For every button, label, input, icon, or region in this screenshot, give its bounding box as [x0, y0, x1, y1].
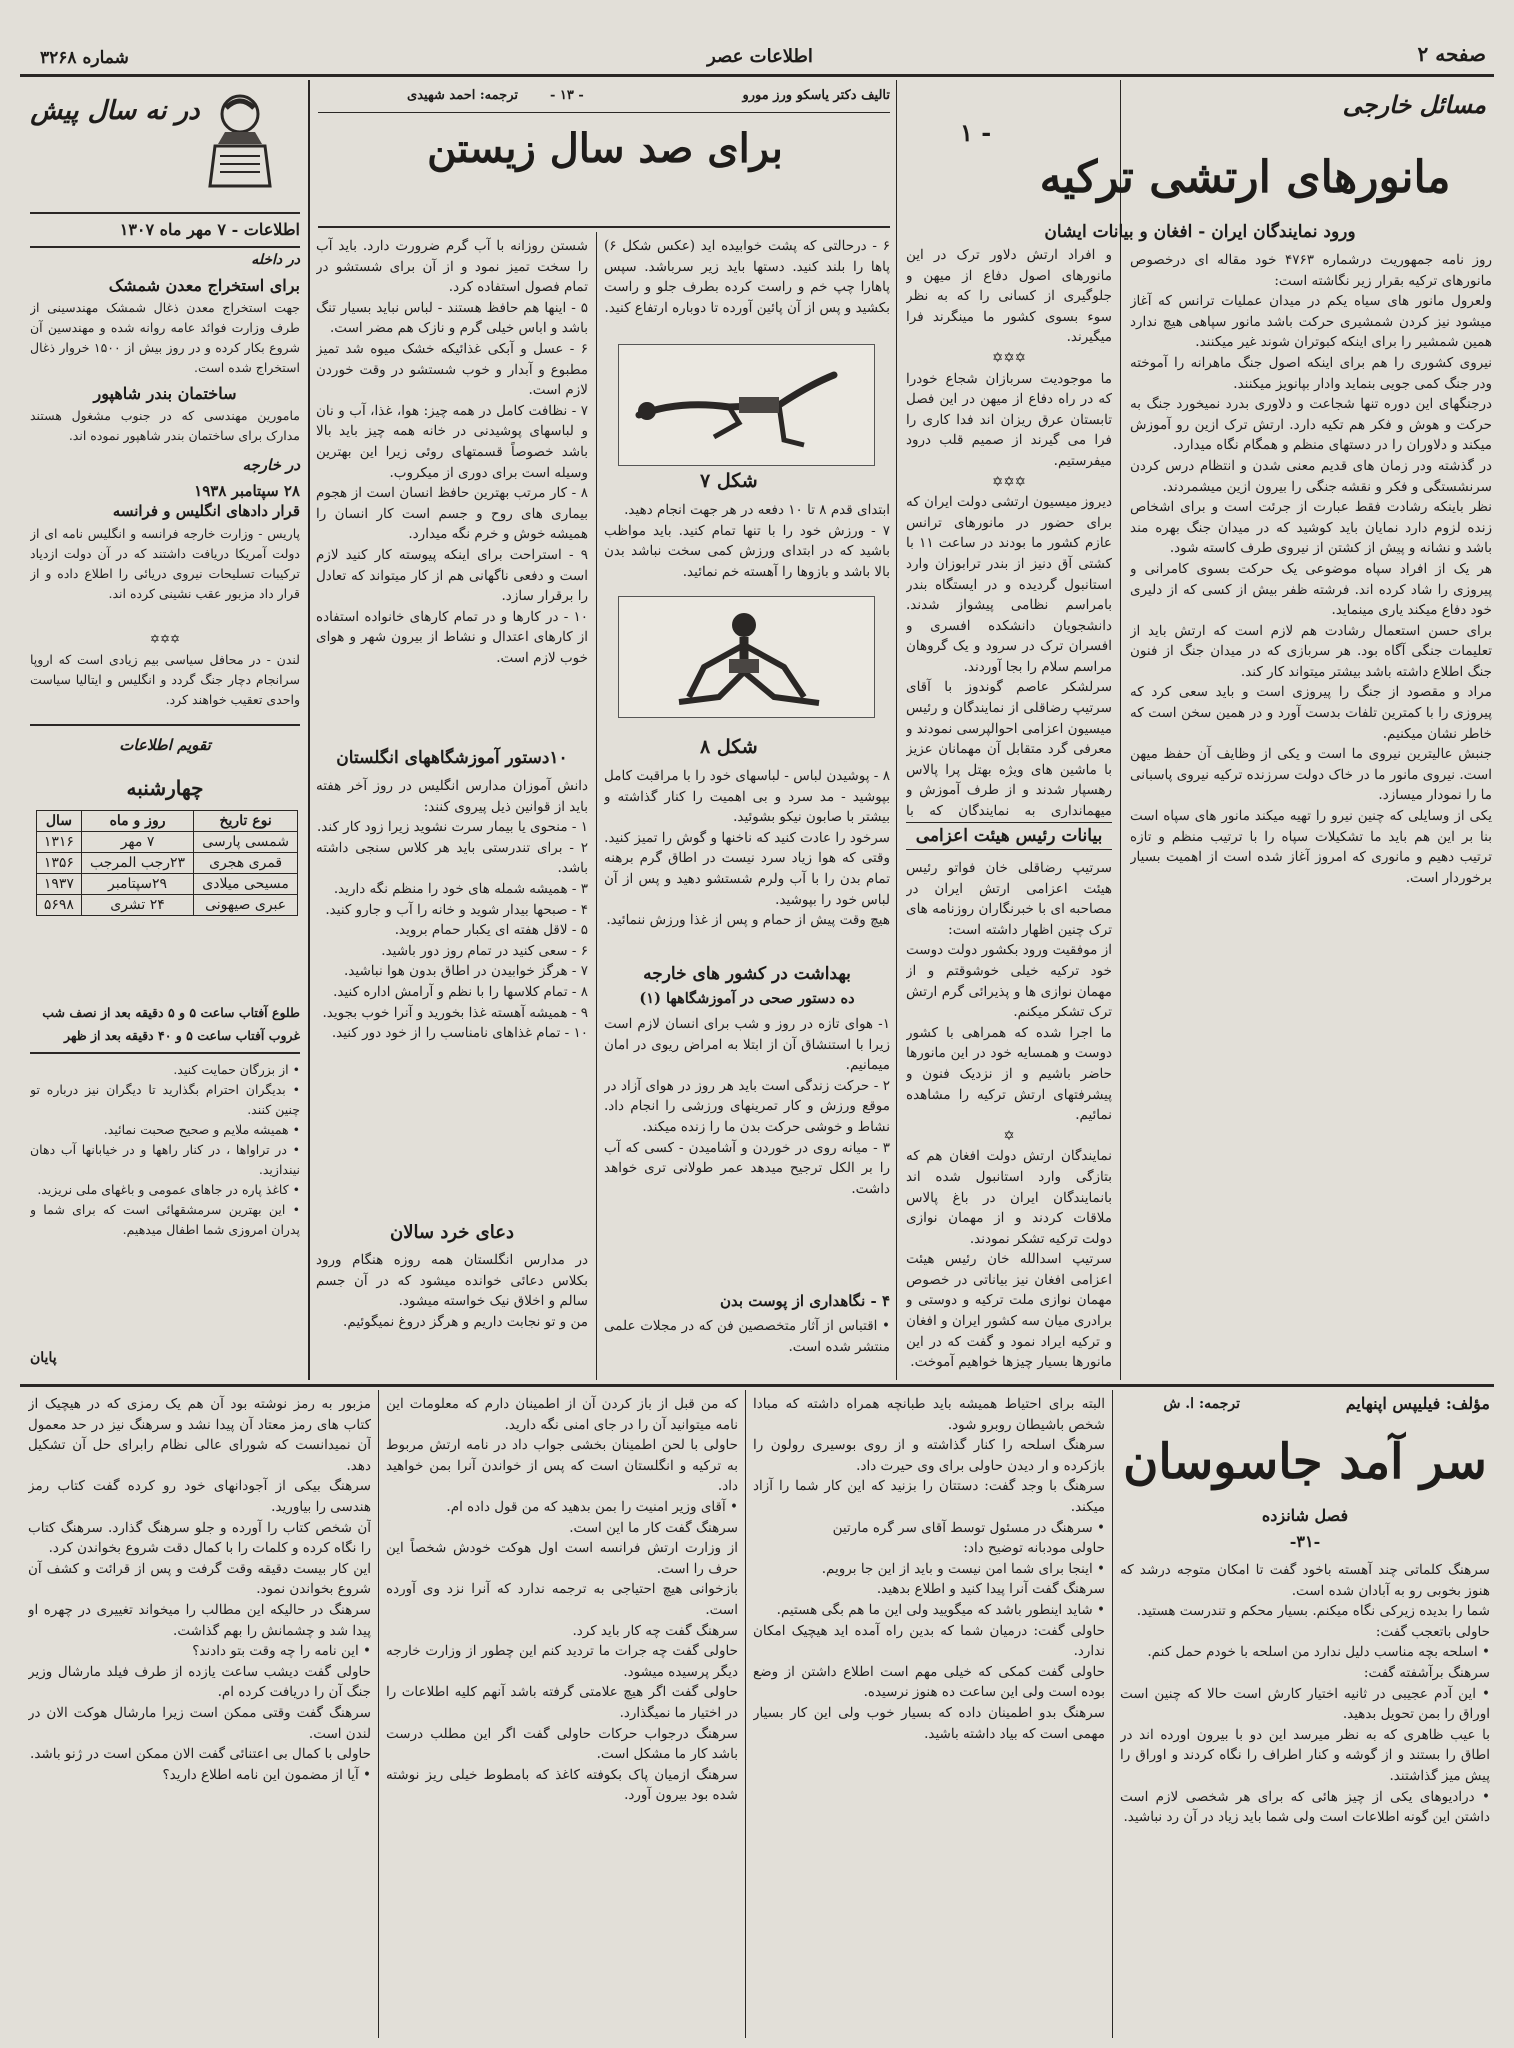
paper-name: اطلاعات عصر [707, 46, 813, 67]
news2-body: مامورین مهندسی که در جنوب مشغول هستند مدارک برای ساختمان بندر شاهپور نموده اند. [30, 408, 300, 443]
serial-col1: سرهنگ کلماتی چند آهسته باخود گفت تا امکان متوجه درشد که هنوز بخوبی رو به آبادان شده است. شما را بدیده زیرکی نگاه میکنم. بسیار محکم و تندرست هستید. حاولی باتعجب گفت: • اسلحه بچه مناسب دلیل ندارد من اسلحه با خودم حمل کنم. سرهنگ برآشفته گفت: • این آدم عجیبی در ثانیه اختیار کارش است حالا که چنین است اوراق را بمن تحویل بدهید. با عیب ظاهری که به نظر میرسد این دو با بیرون اورده اند در اطاق را بستند و از گوشه و کنار اطراف را نگاه کردند و اوراق را پیش میز گذاشتند. • درادیوهای یکی از چیز هائی که برای هر شخصی لازم است داشتن این گونه اطلاعات است ولی شما باید زیاد در آن رد نباشید. [1120, 1562, 1490, 1826]
foreign-body-col2-bottom: سرتیپ رضاقلی خان فواتو رئیس هیئت اعزامی ارتش ایران در مصاحبه ای با خبرنگاران روزنامه های ترک چنین اظهار داشته است: از موفقیت ورود بکشور دولت دوست خود ترکیه خیلی خوشوقتم و از مهمان نوازی ها و پذیرائی گرم ارتش ترک تشکر میکنم. ما اجرا شده که همراهی با کشور دوست و همسایه خود در این مانورها حاضر باشیم و از نزدیک فنون و پیشرفتهای ارتش ترکیه را مشاهده نمائیم. ✡ نمایندگان ارتش دولت افغان هم که بتازگی وارد استانبول شده اند بانمایندگان ایران در باغ پالاس ملاقات کردند و از مهمان نوازی دولت ترکیه تشکر نمودند. سرتیپ اسدالله خان رئیس هیئت اعزامی افغان نیز بیاناتی در خصوص مهمان نوازی ملت ترکیه و دوستی و برادری میان سه کشور ایران و افغان و ترکیه ایراد نمود و گفت که در این مانورها بسیار چیزها خواهیم آموخت. [906, 860, 1112, 1371]
exercise-figure-7 [618, 344, 875, 466]
end-word: پایان [30, 1350, 57, 1366]
news4-body: لندن - در محافل سیاسی بیم زیادی است که اروپا سرانجام دچار جنگ گردد و انگلیس و ایتالیا سیاست واحدی تعقیب خواهند کرد. [30, 652, 300, 707]
serial-divider [378, 1390, 379, 2038]
hygiene-subheading: ده دستور صحی در آموزشگاهها (۱) [639, 990, 855, 1007]
headline-turkey-maneuvers: مانورهای ارتشی ترکیه [1039, 152, 1451, 203]
byline-rule [318, 112, 890, 113]
col-divider [896, 80, 897, 1380]
exercise-figure-8-drawing [619, 597, 874, 717]
calendar-cell: قمری هجری [194, 853, 298, 874]
sunset-time: غروب آفتاب ساعت ۵ و ۴۰ دقیقه بعد از ظهر [64, 1028, 300, 1043]
calendar-cell: ۷ مهر [81, 832, 193, 853]
sidebar-rule [30, 212, 300, 214]
news2-title: ساختمان بندر شاهپور [93, 384, 237, 403]
serial-col2: البته برای احتیاط همیشه باید طبانچه همراه داشته که مبادا شخص باشیطان روبرو شود. سرهنگ اسلحه را کنار گذاشته و از روی بوسیری رولون را بازکرده و ار دیدن حاولی برای وی حیرت داد. سرهنگ با وجد گفت: دستتان را بزنید که این کار شما را آزاد میکند. • سرهنگ در مسئول توسط آقای سر گره مارتین حاولی مودبانه توضیح داد: • اینجا برای شما امن نیست و باید از این جا برویم. سرهنگ گفت آنرا پیدا کنید و اطلاع بدهید. • شاید اینطور باشد که میگویید ولی این ما هم بگی هستیم. حاولی گفت: درمیان شما که بدین راه آمده اید هیچیک امکان ندارد. حاولی گفت کمکی که خیلی مهم است اطلاع داشتن از وضع بوده است ولی این ساعت ده هنوز نرسیده. سرهنگ بدو اطمینان داده که بسیار خوب ولی این کار بسیار مهمی است که بیاد داشته باشید. [753, 1396, 1105, 1742]
news3-title: قرار دادهای انگلیس و فرانسه [112, 502, 300, 520]
statement-heading: بیانات رئیس هیئت اعزامی [906, 822, 1112, 850]
hygiene-heading: بهداشت در کشور های خارجه [643, 964, 851, 984]
page-number: صفحه ۲ [1417, 42, 1486, 66]
foreign-body-col1: روز نامه جمهوریت درشماره ۴۷۶۳ خود مقاله ای درخصوص مانورهای ترکیه بقرار زیر نگاشته است: ولعرول مانور های سیاه یکم در میدان عملیات ترانس که آغاز میشود نیز کردن شمشیری حرکت باشد مانور سپاهی هیچ ندارد همین شمشیر را برای اینکه کبوتران شوند غیر میکنند. نیروی کشوری را هم برای اینکه اصول جنگ ماهرانه را آموخته ودر جنگ کمی جویی بنماید وادار بپانویز میکنند. درجنگهای این دوره تنها شجاعت و دلاوری بدرد نمیخورد جنگ به حرکت و هوش و فکر هم تکیه دارد. ارتش ترک ازین رو آموزش میکند و دلاوران را در دستهای منظم و همگام نگاه میدارد. در گذشته ودر زمان های قدیم معنی شدن و انتظام درس کردن سرنشستگی و فکر و نقشه جنگی را بیرون ازین میشمردند. نظر باینکه رشادت فقط عبارت از جرئت است و برای اشخاص زنده لزوم دارد نمایان باید کوشید که در میدان جنگ بهره مند باشد و نشانه و پیش از کشتن از نیروی طرف کاسته شود. هر یک از افراد سپاه موضوعی یک حرکت بسوی کامرانی و پیروزی را شاد کرده اند. فرشته ظفر بیش از کسی که از دلیری خود دفاع میکند یاری مینماید. برای حسن استعمال رشادت هم لازم است که ارتش باید از تعلیمات جنگی آگاه بود. هر سربازی که در میدان جنگ از فنون جنگ اطلاع داشته باشد بیشتر میتواند کار کند. مراد و مقصود از جنگ را پیروزی است و باید سعی کرد که پیروزی را با کمترین تلفات بدست آورد و در همین سخن است که خاطر نشان میکنیم. جنبش عالیترین نیروی ما است و یکی از وظایف آن حفظ میهن است. نیروی مانور ما در خاک دولت سرزنده ترکیه نیروی پاسبانی ما را نمودار میسازد. یکی از وسایلی که چنین نیرو را تهیه میکند مانور های سپاه است بنا بر این هم باید ما تشکیلات سپاه را با ترتیب منظم و تازه ترتیب دهیم و مانوری که امروز آغاز شده است از اهمیت بسیار برخوردار است. [1130, 252, 1492, 886]
col-divider [308, 80, 310, 1380]
skin-care-text: • اقتباس از آثار متخصصین فن که در مجلات علمی منتشر شده است. [604, 1318, 890, 1355]
serial-col3: که من قبل از باز کردن آن از اطمینان دارم که معلومات این نامه میتوانید آن را در جای امنی نگه دارید. حاولی با لحن اطمینان بخشی جواب داد در نامه ارتش مربوط به ترکیه و انگلستان است که پس از خواندن آنرا بمن خواهید داد. • آقای وزیر امنیت را بمن بدهید که من قول داده ام. سرهنگ گفت کار ما این است. از وزارت ارتش فرانسه است اول هوکت خودش شخصاً این حرف را است. بازخوانی هیچ احتیاجی به ترجمه ندارد که آنرا نزد وی آورده است. سرهنگ گفت چه کار باید کرد. حاولی گفت چه جرات ما تردید کنم این چطور از وزارت خارجه دیگر پرسیده میشود. حاولی گفت اگر هیچ علامتی گرفته باشد آنهم کلیه اطلاعات را در اختیار ما نمیگذارد. سرهنگ درجواب حرکات حاولی گفت اگر این مطلب درست باشد کار ما مشکل است. سرهنگ ازمیان پاک بکوفته کاغذ که بامطوط خیلی ریز نوشته شده بود بیرون آورد. [386, 1396, 738, 1804]
serial-translator: ترجمه: ا. ش [1163, 1396, 1240, 1412]
serial-headline: سر آمد جاسوسان [1123, 1434, 1487, 1490]
calendar-row [37, 874, 298, 895]
calendar-heading: تقویم اطلاعات [119, 736, 211, 754]
separator-stars: ✡✡✡ [149, 632, 181, 646]
calendar-cell: ۵۶۹۸ [37, 895, 82, 916]
skin-care-heading: ۴ - نگاهداری از پوست بدن [719, 1292, 890, 1310]
serial-top-rule [20, 1384, 1494, 1387]
col-divider [596, 232, 597, 1380]
calendar-header-row [37, 811, 298, 832]
news1-body: جهت استخراج معدن ذغال شمشک مهندسینی از طرف وزارت فوائد عامه روانه شده و مهندسین آن شروع بکار کرده و در روز بیش از ۱۵۰۰ خروار ذغال استخراج شده است. [30, 300, 300, 375]
serial-part: -۳۱- [1289, 1532, 1321, 1551]
figure-8-label: شکل ۸ [700, 736, 758, 758]
calendar-cell: شمسی پارسی [194, 832, 298, 853]
calendar-cell: ۲۴ تشری [81, 895, 193, 916]
sidebar-rule [30, 1052, 300, 1054]
calendar-row [37, 895, 298, 916]
exercise-figure-7-drawing [619, 345, 874, 465]
issue-number: شماره ۳۲۶۸ [40, 48, 129, 68]
calendar-row [37, 853, 298, 874]
external-news-heading: در خارجه [242, 456, 300, 474]
sidebar-rule [30, 724, 300, 726]
headline-rule [318, 226, 890, 228]
news3-body: پاریس - وزارت خارجه فرانسه و انگلیس نامه ای از دولت آمریکا دریافت داشتند که در آن دولت ازدیاد ترکیبات تسلیحات نیروی دریائی را اطلاع داده و از قرار داد مزبور عقب نشینی کرده اند. [30, 526, 300, 601]
sidebar-date: اطلاعات - ۷ مهر ماه ۱۳۰۷ [119, 220, 300, 239]
exercise-text-bottom: ۸ - پوشیدن لباس - لباسهای خود را با مراقبت کامل بپوشید - مد سرد و بی اهمیت را کنار گذاشته و بیشتر با صابون نیکو بشوئید. سرخود را عادت کنید که ناخنها و گوش را تمیز کنید. وقتی که هوا زیاد سرد نیست در اطاق گرم برهنه تمام بدن را با آب ولرم شستشو دهید و پس از آن لباس خود را بپوشید. هیچ وقت پیش از حمام و پس از غذا ورزش ننمائید. [604, 768, 890, 929]
calendar-cell: ۱۳۱۶ [37, 832, 82, 853]
prayer-heading: دعای خرد سالان [390, 1222, 514, 1243]
calendar-header: نوع تاریخ [194, 811, 298, 832]
byline-translator: ترجمه: احمد شهیدی [407, 88, 518, 103]
prayer-text: در مدارس انگلستان همه روزه هنگام ورود بکلاس دعائی خوانده میشود که در آن جسم سالم و اخلاق نیک خواسته میشود. من و تو نجابت داریم و هرگز دروغ نمیگوئیم. [316, 1252, 588, 1330]
figure-7-label: شکل ۷ [700, 470, 758, 492]
calendar-cell: ۱۳۵۶ [37, 853, 82, 874]
installment-number: - ۱۳ - [550, 88, 584, 103]
nine-years-ago-heading: در نه سال پیش [30, 96, 200, 126]
col-divider [1120, 80, 1121, 1380]
foreign-body-col2-top: و افراد ارتش دلاور ترک در این مانورهای اصول دفاع از میهن و جلوگیری از کسانی را که به نظر سوء بسوی کشور ما مینگرند فرا میگیرند. ✡✡✡ ما موجودیت سربازان شجاع خودرا که در راه دفاع از میهن در این فصل تابستان عرق ریزان اند فدا کاری را فرا می گیرند از صمیم قلب درود میفرستیم. ✡✡✡ دیروز میسیون ارتشی دولت ایران که برای حضور در مانورهای ترانس عازم کشور ما بودند در ساعت ۱۱ با کشتی آق دنیز از بندر ترابوزان وارد استانبول گردیده و در ایستگاه بندر بامراسم نظامی پیشواز شدند. دانشجویان دانشکده افسری و افسران ترک در سرود و یک گروهان مراسم سلام را بجا آوردند. سرلشکر عاصم گوندوز با آقای سرتیپ رضاقلی از نمایندگان و رئیس میسیون اعزامی احوالپرسی نمودند و معرفی گرد متقابل آن مهمانان عزیز با ماشین های ویژه بهتل پرا پالاس رهسپار شدند و از طرف آموزش و میهمانداری به نمایندگان که با [906, 247, 1112, 820]
longevity-col2: شستن روزانه با آب گرم ضرورت دارد. باید آب را سخت تمیز نمود و از آن برای شستشو در تمام فصول استفاده کرد. ۵ - اینها هم حافظ هستند - لباس نباید بسیار تنگ باشد و اباس خیلی گرم و نازک هم مضر است. ۶ - عسل و آبکی غذائیکه خشک میوه شد تمیز مطبوع و آبدار و خوب شستشو در وقت خوردن لازم است. ۷ - نظافت کامل در همه چیز: هوا، غذا، آب و نان و لباسهای پوشیدنی در خانه همه چیز باید بالا باشد خصوصاً قسمتهای روئی زیرا این بهترین وسیله است برای دوری از میکروب. ۸ - کار مرتب بهترین حافظ انسان است از هجوم بیماری های روح و جسم است کار انسان را همیشه خوش و خرم نگه میدارد. ۹ - استراحت برای اینکه پیوسته کار کنید لازم است و دفعی ناگهانی هم از کار میتواند که تعادل را برقرار سازد. ۱۰ - در کارها و در تمام کارهای خانواده استفاده از کارهای اعتدال و نشاط از بیرون شهر و هوای خوب لازم است. [316, 238, 588, 666]
news1-title: برای استخراج معدن شمشک [108, 276, 300, 295]
sidebar-rule [30, 246, 300, 248]
serial-divider [1112, 1390, 1113, 2038]
internal-news-heading: در داخله [251, 252, 300, 268]
calendar-cell: ۱۹۳۷ [37, 874, 82, 895]
hygiene-items: ۱- هوای تازه در روز و شب برای انسان لازم است زیرا با استنشاق آن از ابتلا به امراض ریوی در امان میمانیم. ۲ - حرکت زندگی است باید هر روز در هوای آزاد در موقع ورزش و کار تمرینهای ورزشی را انجام داد. نشاط و خوشی حرکت بدن ما را زنده میکند. ۳ - میانه روی در خوردن و آشامیدن - کسی که آب را بر الکل ترجیح میدهد عمر طولانی تری خواهد داشت. [604, 1016, 890, 1197]
byline-author: تالیف دکتر یاسکو ورز مورو [742, 88, 890, 103]
calendar-header: سال [37, 811, 82, 832]
headline-hundred-years: برای صد سال زیستن [427, 125, 783, 172]
calendar-table [36, 810, 298, 916]
calendar-cell: مسیحی میلادی [194, 874, 298, 895]
masthead-rule [20, 74, 1494, 77]
sayings-list: • از بزرگان حمایت کنید. • بدیگران احترام بگذارید تا دیگران نیز درباره تو چنین کنند. • همیشه ملایم و صحیح صحبت نمائید. • در تراواها ، در کنار راهها و در خیابانها آب دهان نیندازید. • کاغذ پاره در جاهای عمومی و باغهای ملی نریزید. • این بهترین سرمشقهائی است که برای شما و پدران امروزی شما اطفال میدهیم. [30, 1062, 300, 1237]
serial-author: مؤلف: فیلیپس اپنهایم [1345, 1394, 1490, 1413]
calendar-cell: ۲۹سپتامبر [81, 874, 193, 895]
calendar-row [37, 832, 298, 853]
article-number: ۱ - [960, 118, 992, 147]
exercise-figure-8 [618, 596, 875, 718]
serial-col4: مزبور به رمز نوشته بود آن هم یک رمزی که در هیچیک از کتاب های رمز معتاد آن پیدا نشد و سرهنگ نیز در حد معمول آن نمیدانست که شورای عالی نظام رابرای حل آن تشکیل دهد. سرهنگ بیکی از آجودانهای خود رو کرده گفت کتاب رمز هندسی را بیاورید. آن شخص کتاب را آورده و جلو سرهنگ گذارد. سرهنگ کتاب را نگاه کرده و کلمات را با کمال دقت شروع بخواندن کرد. این کار بیست دقیقه وقت گرفت و پس از قرائت و کشف آن شروع بخواندن نمود. سرهنگ در حالیکه این مطالب را میخواند تغییری در چهره او پیدا شد و چشمانش را بهم گذاشت. • این نامه را چه وقت بتو دادند؟ حاولی گفت دیشب ساعت یازده از طرف فیلد مارشال وزیر جنگ آن را دریافت کرده ام. سرهنگ گفت وقتی ممکن است زیرا مارشال هوکت الان در لندن است. حاولی با کمال بی اعتنائی گفت الان ممکن است در ژنو باشد. • آیا از مضمون این نامه اطلاع دارید؟ [28, 1396, 371, 1783]
section-title: مسائل خارجی [1342, 90, 1486, 119]
serial-chapter: فصل شانزده [1261, 1506, 1349, 1525]
news3-date: ۲۸ سپتامبر ۱۹۳۸ [194, 482, 300, 500]
sunrise-time: طلوع آفتاب ساعت ۵ و ۵ دقیقه بعد از نصف شب [42, 1005, 300, 1020]
calendar-cell: عبری صیهونی [194, 895, 298, 916]
subheadline-delegates: ورود نمایندگان ایران - افغان و بیانات ایشان [1044, 222, 1356, 242]
calendar-header: روز و ماه [81, 811, 193, 832]
schools-heading: ۱۰دستور آموزشگاههای انگلستان [336, 748, 568, 768]
schools-items: دانش آموزان مدارس انگلیس در روز آخر هفته باید از قوانین ذیل پیروی کنند: ۱ - منحوی یا بیمار سرت نشوید زیرا زود کار کند. ۲ - برای تندرستی باید هر کلاس سنجی داشته باشد. ۳ - همیشه شمله های خود را منظم نگه دارید. ۴ - صبحها بیدار شوید و خانه را آب و جارو کنید. ۵ - لاقل هفته ای یکبار حمام بروید. ۶ - سعی کنید در تمام روز دور باشید. ۷ - هرگز خوابیدن در اطاق بدون هوا نباشید. ۸ - تمام کلاسها را با نظم و آرامش اداره کنید. ۹ - همیشه آهسته غذا بخورید و آنرا خوب بجوید. ۱۰ - تمام غذاهای نامناسب را از خود دور کنید. [316, 778, 588, 1042]
serial-divider [745, 1390, 746, 2038]
calendar-weekday: چهارشنبه [126, 776, 204, 800]
calendar-cell: ۲۳رجب المرجب [81, 853, 193, 874]
exercise-text-mid: ابتدای قدم ۸ تا ۱۰ دفعه در هر جهت انجام دهید. ۷ - ورزش خود را با تنها تمام کنید. باید مواظب باشید که در ابتدای ورزش کمی سخت نباشد بدن بالا باشد و بازوها را آهسته خم نمائید. [604, 502, 890, 580]
exercise-text-top: ۶ - درحالتی که پشت خوابیده اید (عکس شکل ۶) پاها را بلند کنید. دستها باید زیر سرباشد. سپس پاهارا چپ خم و راست کرده بطرف جلو و راست بکشید و پس از آن پائین آورده تا دوباره ارتفاع کنید. [604, 238, 890, 316]
